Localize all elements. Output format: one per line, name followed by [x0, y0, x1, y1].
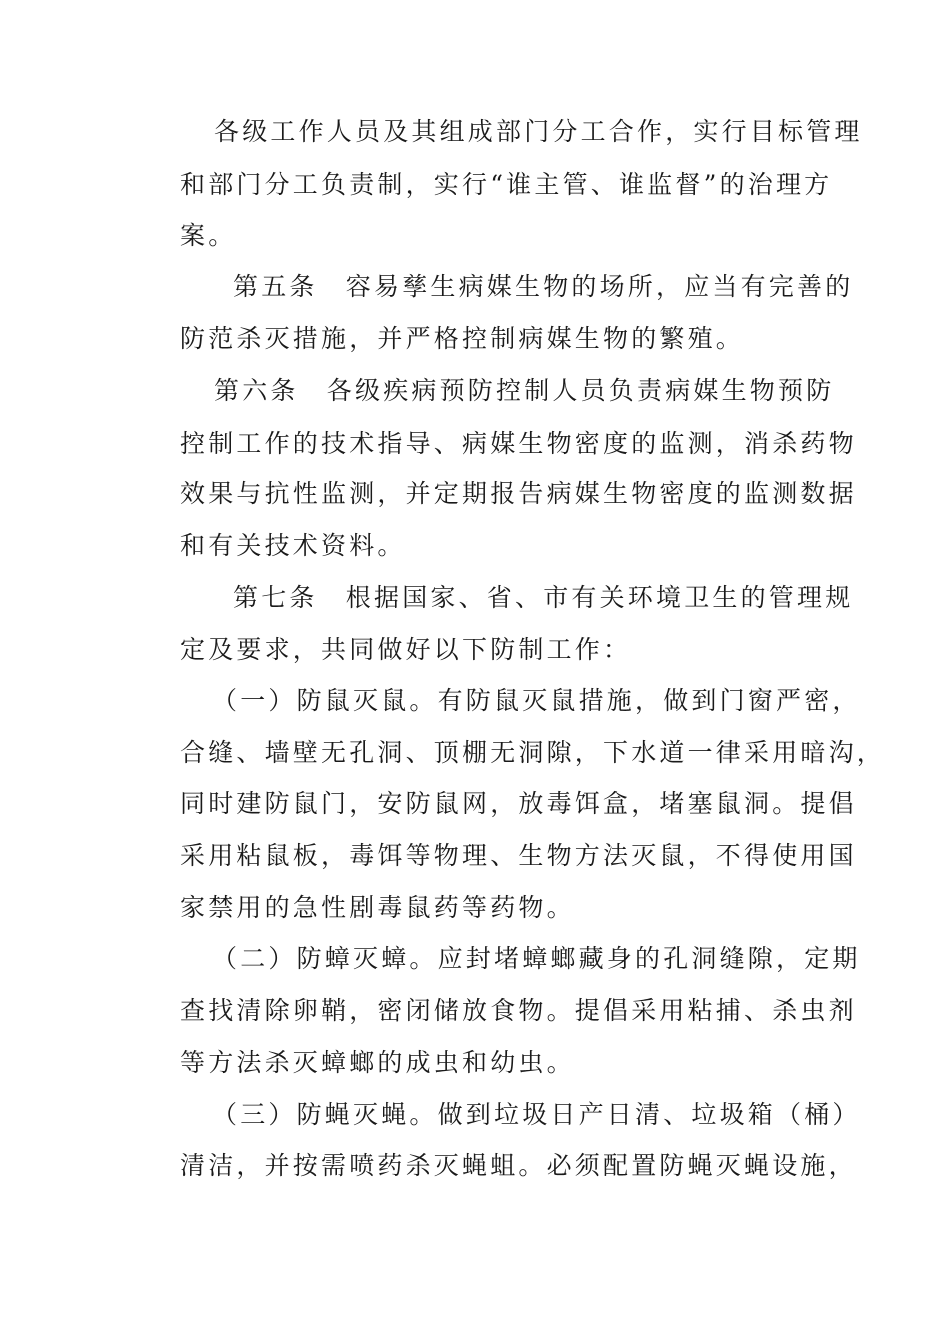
- text-line: 和有关技术资料。: [180, 531, 406, 560]
- text-line: 同时建防鼠门，安防鼠网，放毒饵盒，堵塞鼠洞。提倡: [180, 789, 857, 818]
- text-line: 第七条 根据国家、省、市有关环境卫生的管理规: [233, 583, 854, 612]
- text-line: （三）防蝇灭蝇。做到垃圾日产日清、垃圾箱（桶）: [212, 1100, 861, 1129]
- text-line: （二）防蟑灭蟑。应封堵蟑螂藏身的孔洞缝隙，定期: [212, 944, 861, 973]
- text-line: 防范杀灭措施，并严格控制病媒生物的繁殖。: [180, 324, 745, 353]
- text-line: 等方法杀灭蟑螂的成虫和幼虫。: [180, 1048, 575, 1077]
- text-line: （一）防鼠灭鼠。有防鼠灭鼠措施，做到门窗严密，: [212, 686, 861, 715]
- text-line: 和部门分工负责制，实行“谁主管、谁监督”的治理方: [180, 170, 833, 199]
- text-line: 清洁，并按需喷药杀灭蝇蛆。必须配置防蝇灭蝇设施，: [180, 1151, 857, 1180]
- text-line: 采用粘鼠板，毒饵等物理、生物方法灭鼠，不得使用国: [180, 841, 857, 870]
- text-line: 各级工作人员及其组成部门分工合作，实行目标管理: [214, 117, 863, 146]
- text-line: 合缝、墙壁无孔洞、顶棚无洞隙，下水道一律采用暗沟，: [180, 738, 886, 767]
- text-line: 查找清除卵鞘，密闭储放食物。提倡采用粘捕、杀虫剂: [180, 996, 857, 1025]
- text-line: 控制工作的技术指导、病媒生物密度的监测，消杀药物: [180, 429, 857, 458]
- text-line: 案。: [180, 221, 237, 250]
- text-line: 家禁用的急性剧毒鼠药等药物。: [180, 893, 575, 922]
- text-line: 效果与抗性监测，并定期报告病媒生物密度的监测数据: [180, 479, 857, 508]
- text-line: 第五条 容易孳生病媒生物的场所，应当有完善的: [233, 272, 854, 301]
- text-line: 定及要求，共同做好以下防制工作：: [180, 635, 632, 664]
- text-line: 第六条 各级疾病预防控制人员负责病媒生物预防: [214, 376, 835, 405]
